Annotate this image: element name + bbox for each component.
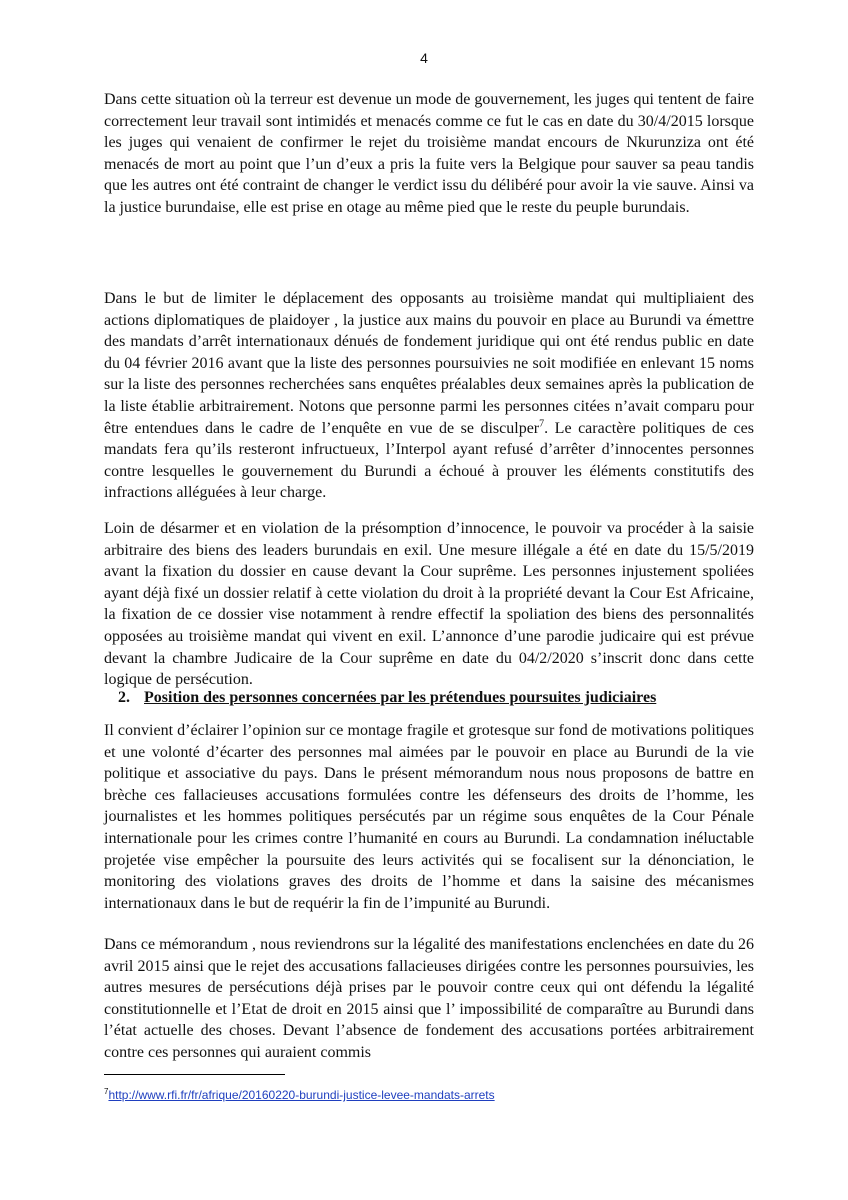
page-number: 4 <box>420 50 428 66</box>
section-title: Position des personnes concernées par les prétendues poursuites judiciaires <box>144 689 657 706</box>
paragraph-judges-threatened: Dans cette situation où la terreur est devenue un mode de gouvernement, les juges qui tentent de faire correctement leur travail sont intimidés et menacés comme ce fut le cas en date du 30/4/2015 lorsque les juges qui venaient de confirmer le rejet du troisième mandat encours de Nkurunziza ont été menacés de mort au point que l’un d’eux a pris la fuite vers la Belgique pour sauver sa peau tandis que les autres ont été contraint de changer le verdict issu du délibéré pour avoir la vie sauve. Ainsi va la justice burundaise, elle est prise en otage au même pied que le reste du peuple burundais. <box>104 91 754 216</box>
paragraph-memorandum-purpose: Il convient d’éclairer l’opinion sur ce montage fragile et grotesque sur fond de motivations politiques et une volonté d’écarter des personnes mal aimées par le pouvoir en place au Burundi de la vie politique et associative du pays. Dans le présent mémorandum nous nous proposons de battre en brèche ces fallacieuses accusations formulées contre les défenseurs des droits de l’homme, les journalistes et les hommes politiques persécutés par un régime sous enquêtes de la Cour Pénale internationale pour les crimes contre l’humanité en cours au Burundi. La condamnation inéluctable projetée vise empêcher la poursuite des leurs activités qui se focalisent sur la dénonciation, le monitoring des violations graves des droits de l’homme et dans la saisine des mécanismes internationaux dans le but de requérir la fin de l’impunité au Burundi. <box>104 722 754 912</box>
footnote-link[interactable]: http://www.rfi.fr/fr/afrique/20160220-burundi-justice-levee-mandats-arrets <box>108 1088 495 1102</box>
footnote-marker: 7 <box>104 1087 109 1096</box>
paragraph-property-seizure: Loin de désarmer et en violation de la présomption d’innocence, le pouvoir va procéder à la saisie arbitraire des biens des leaders burundais en exil. Une mesure illégale a été en date du 15/5/2019 avant la fixation du dossier en cause devant la Cour suprême. Les personnes injustement spoliées ayant déjà fixé un dossier relatif à cette violation du droit à la propriété devant la Cour Est Africaine, la fixation de ce dossier vise notamment à rendre effectif la spoliation des biens des personnalités opposées au troisième mandat qui vivent en exil. L’annonce d’une parodie judicaire qui est prévue devant la chambre Judicaire de la Cour suprême en date du 04/2/2020 s’inscrit donc dans cette logique de persécution. <box>104 520 754 689</box>
footnote <box>104 1084 495 1103</box>
footnote-separator <box>104 1074 285 1075</box>
paragraph-text: Dans le but de limiter le déplacement des opposants au troisième mandat qui multipliaient des actions diplomatiques de plaidoyer , la justice aux mains du pouvoir en place au Burundi va émettre des mandats d’arrêt internationaux dénués de fondement juridique qui ont été rendus public en date du 04 février 2016 avant que la liste des personnes poursuivies ne soit modifiée en enlevant 15 noms sur la liste des personnes recherchées sans enquêtes préalables deux semaines après la publication de la liste établie arbitrairement. Notons que personne parmi les personnes citées n’avait comparu pour être entendues dans le cadre de l’enquête en vue de se disculper <box>104 290 754 437</box>
paragraph-arrest-warrants <box>104 288 754 504</box>
paragraph-memorandum-scope: Dans ce mémorandum , nous reviendrons sur la légalité des manifestations enclenchées en date du 26 avril 2015 ainsi que le rejet des accusations fallacieuses dirigées contre les personnes poursuivies, les autres mesures de persécutions déjà prises par le pouvoir contre ceux qui ont défendu la légalité constitutionnelle et l’Etat de droit en 2015 ainsi que l’ impossibilité de comparaître au Burundi dans l’état actuelle des choses. Devant l’absence de fondement des accusations portées arbitrairement contre ces personnes qui auraient commis <box>104 936 754 1061</box>
section-number: 2. <box>118 689 130 706</box>
section-heading <box>104 687 754 709</box>
paragraph-text: . Le caractère politiques de ces mandats fera qu’ils resteront infructueux, l’Interpol ayant refusé d’arrêter d’innocentes personnes contre lesquelles le gouvernement du Burundi a échoué à prouver les éléments constitutifs des infractions alléguées à leur charge. <box>104 419 754 502</box>
footnote-reference[interactable]: 7 <box>539 418 545 430</box>
